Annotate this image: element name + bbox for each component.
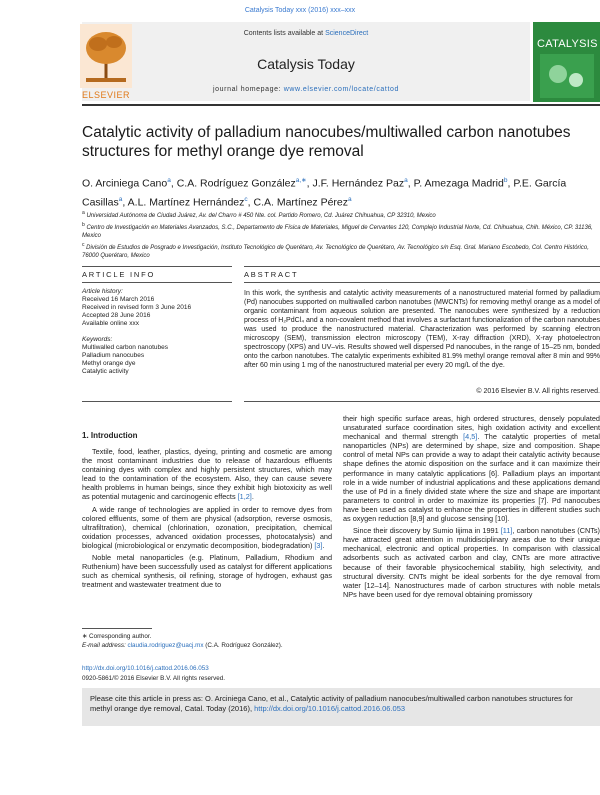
sciencedirect-link[interactable]: ScienceDirect — [325, 30, 369, 37]
author-sup[interactable]: a — [404, 177, 408, 184]
author-sup[interactable]: a,∗ — [295, 177, 307, 184]
keywords-label: Keywords: — [82, 336, 113, 343]
abstract-top-rule — [244, 266, 600, 267]
author: O. Arciniega Cano — [82, 177, 168, 190]
abstract-heading-rule — [244, 282, 600, 283]
email-link[interactable]: claudia.rodriguez@uacj.mx — [127, 641, 204, 649]
corresponding-author-footnote — [82, 633, 337, 650]
affiliations — [82, 209, 600, 261]
author-sup[interactable]: b — [503, 177, 508, 184]
history-item: Received in revised form 3 June 2016 — [82, 304, 192, 311]
citation-text: Please cite this article in press as: O. Arciniega Cano, et al., Catalytic activity of palladium nanocubes/multiwalled carbon nanotubes structures for methyl orange dye removal, Catal. Today (2016), — [90, 694, 573, 713]
paragraph: their high specific surface areas, high ordered structures, densely populated unsaturated surface coordination sites, high oxidation activity and excellent mechanical and thermal strength [4,5]. The catalytic properties of metal nanoparticles (NPs) are determined by shape, size and composition. Shape control of metal NPs can provide a way to adapt their catalytic activity because shape defines the atomic disposition on the surface and it can maximize their performance in many catalytic applications [6]. Palladium plays an important role in a wide number of industrial applications and these applications demand the use of Pd in a finely divided state where the size and shape are important parameters to control in order to maximize its properties [7]. Pd nanocubes have been used as catalyst to enhance the properties in different studies such as oxygen reduction [8,9] and glucose sensing [10]. — [343, 414, 600, 524]
info-heading-rule — [82, 282, 232, 283]
author-sup[interactable]: c — [244, 195, 248, 203]
footnote-marker: ∗ Corresponding author. — [82, 633, 152, 640]
homepage-prefix: journal homepage: — [213, 86, 284, 93]
issn-line: 0920-5861/© 2016 Elsevier B.V. All rights reserved. — [82, 675, 226, 682]
citation-link[interactable]: [11] — [500, 526, 513, 536]
footnote-rule — [82, 628, 152, 629]
author: C.A. Martínez Pérez — [253, 196, 349, 208]
author: J.F. Hernández Paz — [312, 177, 405, 190]
history-label: Article history: — [82, 288, 123, 295]
body-column-left — [82, 447, 332, 592]
article-info-heading: ARTICLE INFO — [82, 270, 156, 279]
abstract-heading: ABSTRACT — [244, 270, 299, 279]
paragraph: A wide range of technologies are applied in order to remove dyes from colored effluents, some of them are physical (adsorption, reverse osmosis, ultrafiltration), chemical (chlorination, ozonation, precipitation, chemical oxidation processes, advanced oxidation processes, photocatalysis) and biological (microbiological or enzymatic decomposition, biodegradation) [3]. — [82, 504, 332, 550]
running-header: Catalysis Today xxx (2016) xxx–xxx — [244, 7, 356, 14]
footnote-email-line: E-mail address: claudia.rodriguez@uacj.mx (C.A. Rodríguez González). — [82, 641, 283, 649]
citation-doi-link[interactable]: http://dx.doi.org/10.1016/j.cattod.2016.06.053 — [254, 704, 406, 713]
elsevier-wordmark: ELSEVIER — [81, 90, 131, 100]
author-sup[interactable]: a — [348, 195, 352, 203]
abstract-text: In this work, the synthesis and catalytic activity measurements of a nanostructured material formed by palladium (Pd) nanocubes supported on multiwalled carbon nanotubes (MWCNTs) for removing methyl orange as a model of organic contaminant from aqueous solution are presented. The nanocubes were synthesized by a reduction process of H₂PdCl₄ and a non-covalent method that involves a surfactant functionalization of the carbon nanotubes was used to produce the nanostructured material. Characterization was performed by scanning electron microscopy (SEM), transmission electron microscopy (TEM), X-ray diffraction (XRD), X-ray photoelectron spectroscopy (XPS) and UV–vis. Results showed well dispersed Pd nanocubes, in the range of 15–25 nm, bonded onto the carbon nanotubes. The catalytic experiments exhibited 81.9% methyl orange removal after 8 min and 99% after 60 min using 1 mg of the nanostructured material per every 20 mg/L of the dye. — [244, 290, 600, 369]
contents-prefix: Contents lists available at — [243, 30, 326, 37]
author: C.A. Rodríguez González — [176, 177, 296, 190]
info-top-rule — [82, 266, 232, 267]
contents-line — [82, 30, 530, 37]
info-bottom-rule — [82, 401, 232, 402]
author-list: O. Arciniega Cano$^a$, C.A. Rodríguez González$^{a,∗}$, J.F. Hernández Paz$^a$, P. Amezaga Madrid$^b$, P.E. García Casillas$^a$, A.L. Martínez Hernández$^c$, C.A. Martínez Pérez$^a$ — [82, 177, 567, 208]
article-info — [82, 288, 232, 376]
author-sup[interactable]: a — [167, 177, 171, 184]
author-sup[interactable]: a — [118, 195, 123, 203]
citation-link[interactable]: [1,2] — [237, 492, 252, 502]
author: A.L. Martínez Hernández — [127, 196, 245, 208]
affiliation: $^a$ Universidad Autónoma de Ciudad Juárez, Av. del Charro # 450 Nte. col. Partido Romero, Cd. Juárez Chihuahua, CP 32310, Mexico — [82, 210, 436, 219]
article-title: Catalytic activity of palladium nanocubes/multiwalled carbon nanotubes structures for methyl orange dye removal — [82, 124, 571, 160]
homepage-line — [82, 86, 530, 93]
journal-title: Catalysis Today — [257, 56, 355, 72]
cover-artwork — [540, 54, 594, 98]
author: P.E. García Casillas — [82, 177, 567, 208]
author: P. Amezaga Madrid — [413, 177, 504, 190]
citation-box — [82, 688, 600, 726]
header-rule — [82, 104, 600, 106]
body-column-right — [343, 414, 600, 602]
doi-link[interactable]: http://dx.doi.org/10.1016/j.cattod.2016.06.053 — [82, 665, 209, 672]
affiliation: $^c$ División de Estudios de Posgrado e Investigación, Instituto Tecnológico de Querétaro, Av. Tecnológico de Querétaro, Av. Tecnológico s/n Esq. Gral. Mariano Escobedo, Col. Centro Histórico, 76000 Querétaro, Mexico — [82, 241, 589, 259]
paragraph: Textile, food, leather, plastics, dyeing, printing and cosmetic are among the most contaminant industries due to release of hazardous effluents containing dyes with complex and highly persistent structures, which may lead to the contamination of the ecosystem. Also, they can cause severe health problems in human beings, since they exhibit high biotoxicity as well as potential mutagenic and carcinogenic effects [1,2]. — [82, 447, 332, 502]
citation-link[interactable]: [4,5] — [463, 432, 478, 442]
keyword: Catalytic activity — [82, 368, 129, 375]
paragraph: Since their discovery by Sumio Iijima in 1991 [11], carbon nanotubes (CNTs) have attracted great attention in multidisciplinary areas due to their unique mechanical, electronic and optical properties. In comparison with classical adsorbents such as activated carbon and clay, CNTs are more attractive because of their favorable physicochemical stability, high selectivity, and structural diversity. CNTs might be ideal sorbents for the dye removal from water [12–14]. Nanostructures made of carbon structures with noble metals NPs have been used for dye removal obtaining promissory — [343, 526, 600, 599]
citation-link[interactable]: [3] — [314, 540, 323, 550]
paragraph: Noble metal nanoparticles (e.g. Platinum, Palladium, Rhodium and Ruthenium) have been successfully used as catalyst for different applications such as chemical synthesis, oil refining, storage of hydrogen, exhaust gas treatment and wastewater treatment due to — [82, 553, 332, 590]
abstract-copyright: © 2016 Elsevier B.V. All rights reserved. — [476, 388, 600, 395]
affiliation: $^b$ Centro de Investigación en Materiales Avanzados, S.C., Departamento de Física de Materiales, Miguel de Cervantes 120, Complejo Industrial Norte, Cd. Chihuahua, Chih. México, CP. 31136, Mexico — [82, 221, 593, 239]
history-item: Available online xxx — [82, 320, 139, 327]
section-heading-introduction: 1. Introduction — [82, 431, 138, 440]
keyword: Palladium nanocubes — [82, 352, 145, 359]
history-item: Accepted 28 June 2016 — [82, 312, 151, 319]
history-item: Received 16 March 2016 — [82, 296, 155, 303]
cover-title: CATALYSIS — [537, 38, 598, 50]
abstract-bottom-rule — [244, 401, 600, 402]
homepage-link[interactable]: www.elsevier.com/locate/cattod — [283, 86, 399, 93]
keyword: Multiwalled carbon nanotubes — [82, 344, 168, 351]
keyword: Methyl orange dye — [82, 360, 136, 367]
